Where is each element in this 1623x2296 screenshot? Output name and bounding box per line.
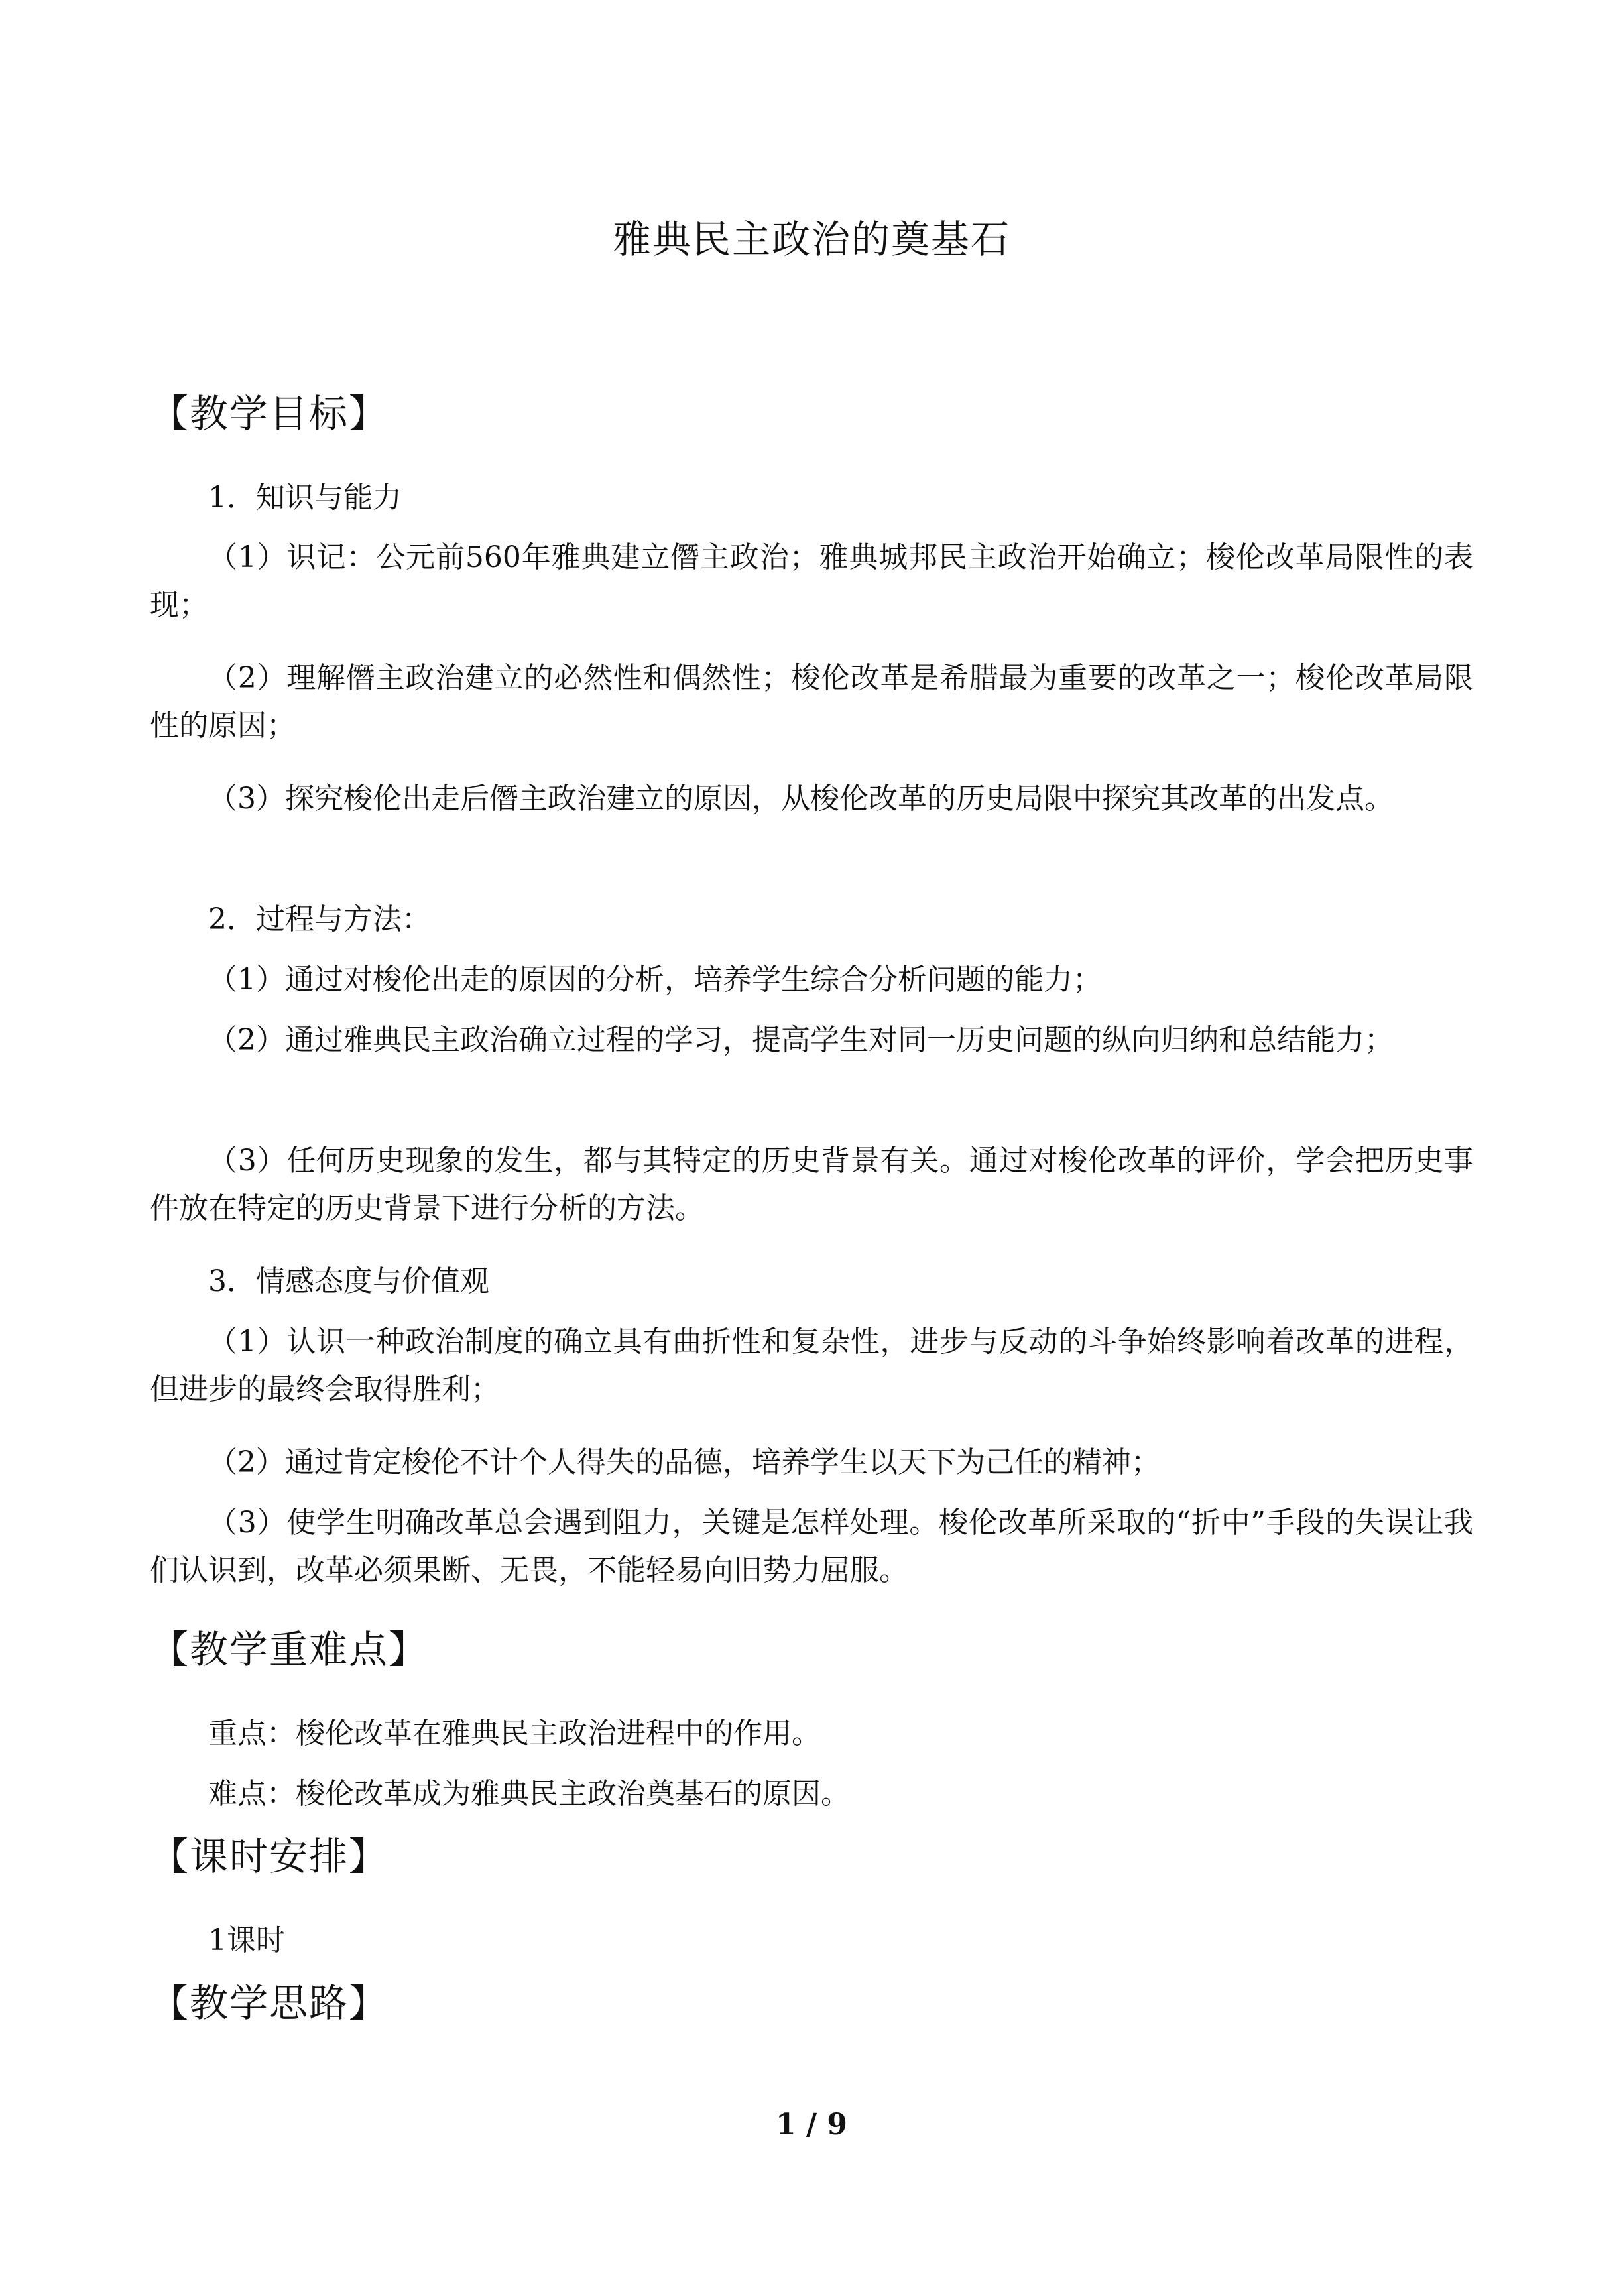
paragraph-process-3: （3）任何历史现象的发生，都与其特定的历史背景有关。通过对梭伦改革的评价，学会把历史事件放在特定的历史背景下进行分析的方法。: [150, 1144, 1473, 1225]
paragraph-process-2: （2）通过雅典民主政治确立过程的学习，提高学生对同一历史问题的纵向归纳和总结能力；: [208, 1023, 1394, 1057]
heading-approach: 【教学思路】: [150, 1980, 389, 2025]
paragraph-process-1: （1）通过对梭伦出走的原因的分析，培养学生综合分析问题的能力；: [208, 963, 1102, 997]
heading-schedule: 【课时安排】: [150, 1834, 389, 1879]
paragraph-emotion-2: （2）通过肯定梭伦不计个人得失的品德，培养学生以天下为己任的精神；: [208, 1445, 1160, 1479]
subheading-emotion: 3．情感态度与价值观: [208, 1264, 489, 1298]
heading-key-points: 【教学重难点】: [150, 1627, 429, 1672]
key-point-text: 重点：梭伦改革在雅典民主政治进程中的作用。: [208, 1717, 821, 1750]
page-number: 1 / 9: [776, 2108, 847, 2142]
paragraph-emotion-1: （1）认识一种政治制度的确立具有曲折性和复杂性，进步与反动的斗争始终影响着改革的进程，但进步的最终会取得胜利；: [150, 1325, 1473, 1406]
schedule-value: 1课时: [208, 1923, 285, 1957]
paragraph-knowledge-2: （2）理解僭主政治建立的必然性和偶然性；梭伦改革是希腊最为重要的改革之一；梭伦改革局限性的原因；: [150, 661, 1473, 743]
heading-objectives: 【教学目标】: [150, 391, 389, 436]
paragraph-knowledge-3: （3）探究梭伦出走后僭主政治建立的原因，从梭伦改革的历史局限中探究其改革的出发点。: [208, 782, 1394, 816]
subheading-process: 2．过程与方法：: [208, 902, 431, 936]
document-title: 雅典民主政治的奠基石: [612, 217, 1010, 262]
paragraph-emotion-3: （3）使学生明确改革总会遇到阻力，关键是怎样处理。梭伦改革所采取的“折中”手段的失误让我们认识到，改革必须果断、无畏，不能轻易向旧势力屈服。: [150, 1506, 1473, 1587]
paragraph-knowledge-1: （1）识记：公元前560年雅典建立僭主政治；雅典城邦民主政治开始确立；梭伦改革局限性的表现；: [150, 540, 1473, 622]
subheading-knowledge: 1．知识与能力: [208, 481, 402, 514]
difficult-point-text: 难点：梭伦改革成为雅典民主政治奠基石的原因。: [208, 1777, 850, 1811]
